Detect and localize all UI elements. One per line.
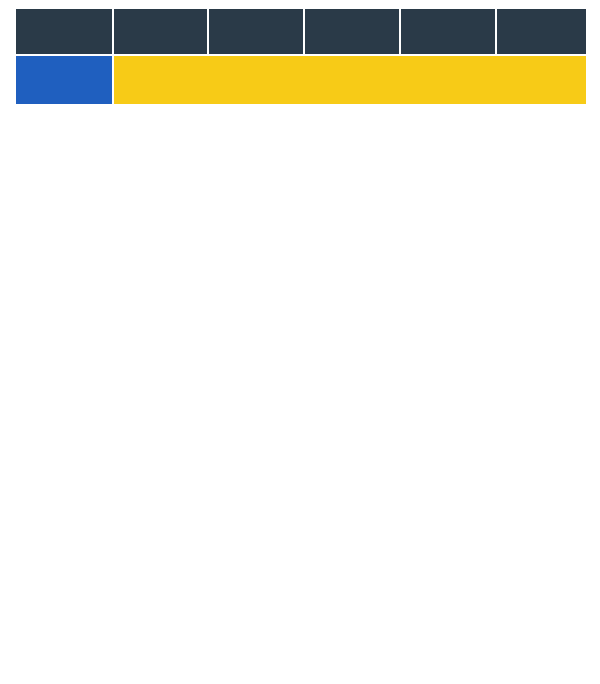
header-engineered-safety: [209, 9, 303, 54]
december-row: [16, 56, 586, 104]
buyers-guide-banner: [114, 56, 586, 104]
header-personal-protection: [305, 9, 399, 54]
header-spotlight: [497, 9, 586, 54]
header-row: [16, 9, 586, 54]
editorial-calendar-table: [14, 7, 588, 106]
issue-cell: [16, 56, 112, 104]
header-showcase: [114, 9, 207, 54]
header-issue: [16, 9, 112, 54]
header-safe-maintenance: [401, 9, 495, 54]
